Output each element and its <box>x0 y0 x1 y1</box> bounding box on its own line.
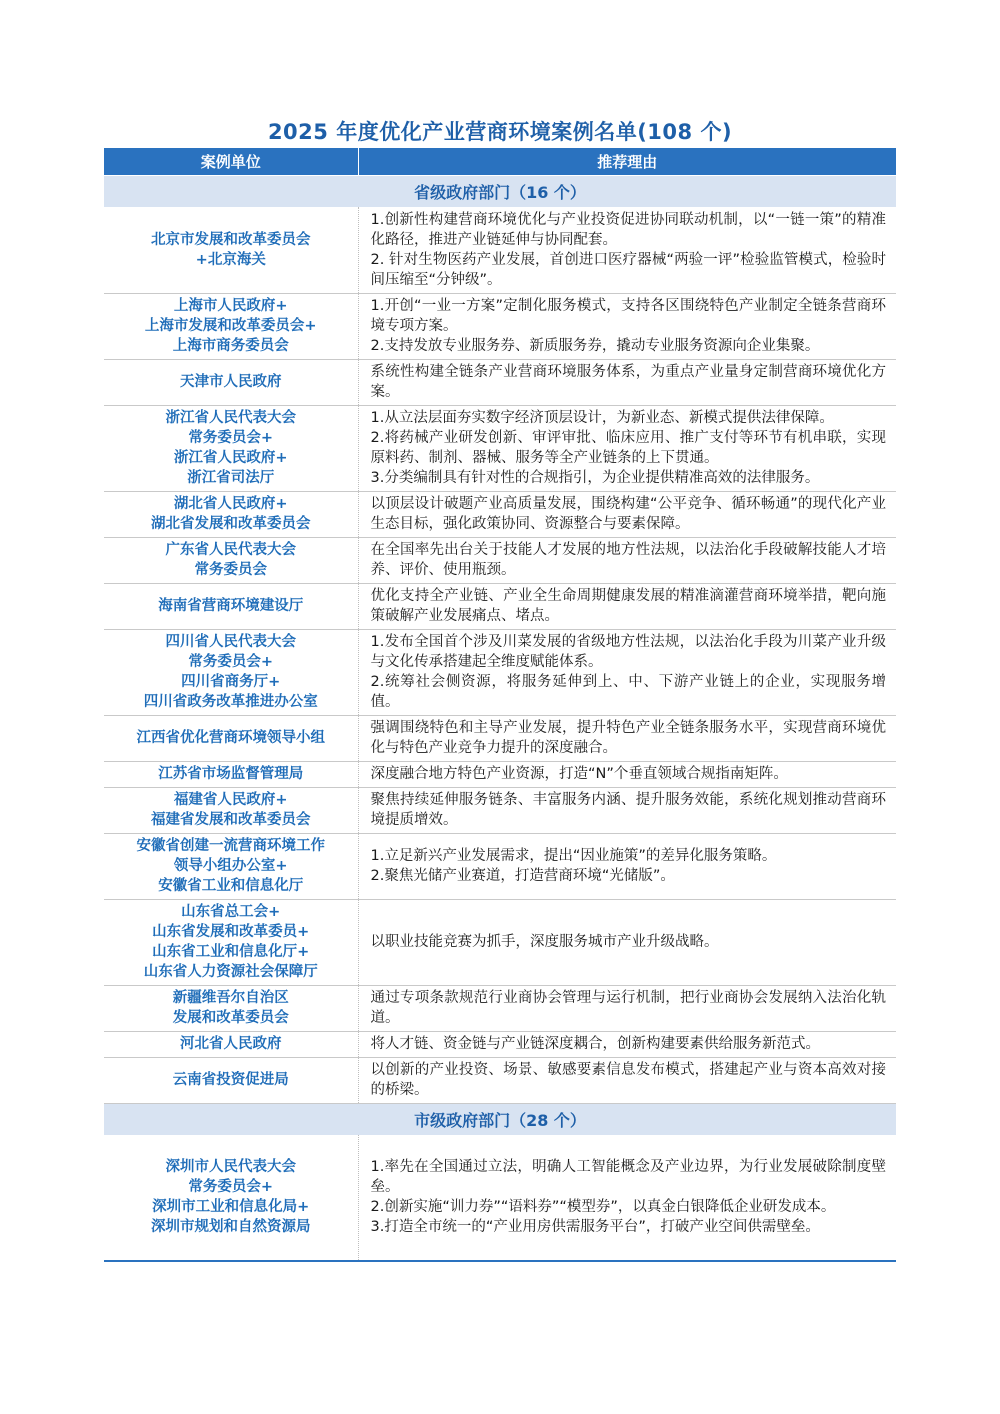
case-unit: 深圳市人民代表大会 常务委员会+ 深圳市工业和信息化局+ 深圳市规划和自然资源局 <box>104 1135 358 1261</box>
case-unit: 北京市发展和改革委员会 +北京海关 <box>104 207 358 293</box>
case-unit: 上海市人民政府+ 上海市发展和改革委员会+ 上海市商务委员会 <box>104 293 358 359</box>
table-row <box>104 405 896 491</box>
case-reason: 1.创新性构建营商环境优化与产业投资促进协同联动机制，以“一链一策”的精准化路径，推进产业链延伸与协同配套。 2. 针对生物医药产业发展，首创进口医疗器械“两验一评”检验监管模式，检验时间压缩至“分钟级”。 <box>358 207 896 293</box>
table-row <box>104 833 896 899</box>
table-row <box>104 761 896 787</box>
case-reason: 1.立足新兴产业发展需求，提出“因业施策”的差异化服务策略。 2.聚焦光储产业赛道，打造营商环境“光储版”。 <box>358 833 896 899</box>
case-list-table <box>104 148 896 1262</box>
table-row <box>104 1135 896 1261</box>
case-unit: 河北省人民政府 <box>104 1031 358 1057</box>
case-unit: 浙江省人民代表大会 常务委员会+ 浙江省人民政府+ 浙江省司法厅 <box>104 405 358 491</box>
section-header-provincial <box>104 176 896 208</box>
section-label: 市级政府部门（28 个） <box>104 1103 896 1135</box>
case-unit: 广东省人民代表大会 常务委员会 <box>104 537 358 583</box>
case-reason: 1.率先在全国通过立法，明确人工智能概念及产业边界，为行业发展破除制度壁垒。 2.创新实施“训力券”“语料券”“模型券”，以真金白银降低企业研发成本。 3.打造全市统一的“产业用房供需服务平台”，打破产业空间供需壁垒。 <box>358 1135 896 1261</box>
case-unit: 云南省投资促进局 <box>104 1057 358 1103</box>
case-reason: 强调围绕特色和主导产业发展，提升特色产业全链条服务水平，实现营商环境优化与特色产业竞争力提升的深度融合。 <box>358 715 896 761</box>
case-unit: 四川省人民代表大会 常务委员会+ 四川省商务厅+ 四川省政务改革推进办公室 <box>104 629 358 715</box>
table-row <box>104 537 896 583</box>
case-reason: 1.发布全国首个涉及川菜发展的省级地方性法规，以法治化手段为川菜产业升级与文化传承搭建起全维度赋能体系。 2.统筹社会侧资源，将服务延伸到上、中、下游产业链上的企业，实现服务增值。 <box>358 629 896 715</box>
table-row <box>104 359 896 405</box>
case-reason: 1.开创“一业一方案”定制化服务模式，支持各区围绕特色产业制定全链条营商环境专项方案。 2.支持发放专业服务券、新质服务券，撬动专业服务资源向企业集聚。 <box>358 293 896 359</box>
case-reason: 以创新的产业投资、场景、敏感要素信息发布模式，搭建起产业与资本高效对接的桥梁。 <box>358 1057 896 1103</box>
case-reason: 系统性构建全链条产业营商环境服务体系，为重点产业量身定制营商环境优化方案。 <box>358 359 896 405</box>
case-unit: 天津市人民政府 <box>104 359 358 405</box>
section-label: 省级政府部门（16 个） <box>104 176 896 208</box>
case-reason: 在全国率先出台关于技能人才发展的地方性法规，以法治化手段破解技能人才培养、评价、使用瓶颈。 <box>358 537 896 583</box>
case-reason: 以职业技能竞赛为抓手，深度服务城市产业升级战略。 <box>358 899 896 985</box>
column-header-unit: 案例单位 <box>104 148 358 176</box>
table-row <box>104 629 896 715</box>
page-title: 2025 年度优化产业营商环境案例名单(108 个) <box>267 120 733 144</box>
table-row <box>104 899 896 985</box>
table-row <box>104 583 896 629</box>
case-unit: 江苏省市场监督管理局 <box>104 761 358 787</box>
case-unit: 新疆维吾尔自治区 发展和改革委员会 <box>104 985 358 1031</box>
case-reason: 聚焦持续延伸服务链条、丰富服务内涵、提升服务效能，系统化规划推动营商环境提质增效。 <box>358 787 896 833</box>
table-row <box>104 1031 896 1057</box>
case-unit: 福建省人民政府+ 福建省发展和改革委员会 <box>104 787 358 833</box>
table-row <box>104 1057 896 1103</box>
table-row <box>104 715 896 761</box>
table-row <box>104 787 896 833</box>
column-header-reason: 推荐理由 <box>358 148 896 176</box>
section-header-municipal <box>104 1103 896 1135</box>
table-row <box>104 207 896 293</box>
case-unit: 安徽省创建一流营商环境工作 领导小组办公室+ 安徽省工业和信息化厅 <box>104 833 358 899</box>
table-row <box>104 985 896 1031</box>
case-reason: 将人才链、资金链与产业链深度耦合，创新构建要素供给服务新范式。 <box>358 1031 896 1057</box>
case-unit: 海南省营商环境建设厅 <box>104 583 358 629</box>
case-unit: 山东省总工会+ 山东省发展和改革委员+ 山东省工业和信息化厅+ 山东省人力资源社会保障厅 <box>104 899 358 985</box>
table-header-row <box>104 148 896 176</box>
case-unit: 江西省优化营商环境领导小组 <box>104 715 358 761</box>
table-row <box>104 491 896 537</box>
case-reason: 通过专项条款规范行业商协会管理与运行机制，把行业商协会发展纳入法治化轨道。 <box>358 985 896 1031</box>
table-row <box>104 293 896 359</box>
case-unit: 湖北省人民政府+ 湖北省发展和改革委员会 <box>104 491 358 537</box>
case-reason: 1.从立法层面夯实数字经济顶层设计，为新业态、新模式提供法律保障。 2.将药械产业研发创新、审评审批、临床应用、推广支付等环节有机串联，实现原料药、制剂、器械、服务等全产业链条的上下贯通。 3.分类编制具有针对性的合规指引，为企业提供精准高效的法律服务。 <box>358 405 896 491</box>
case-reason: 深度融合地方特色产业资源，打造“N”个垂直领域合规指南矩阵。 <box>358 761 896 787</box>
case-reason: 以顶层设计破题产业高质量发展，围绕构建“公平竞争、循环畅通”的现代化产业生态目标，强化政策协同、资源整合与要素保障。 <box>358 491 896 537</box>
case-reason: 优化支持全产业链、产业全生命周期健康发展的精准滴灌营商环境举措，靶向施策破解产业发展痛点、堵点。 <box>358 583 896 629</box>
